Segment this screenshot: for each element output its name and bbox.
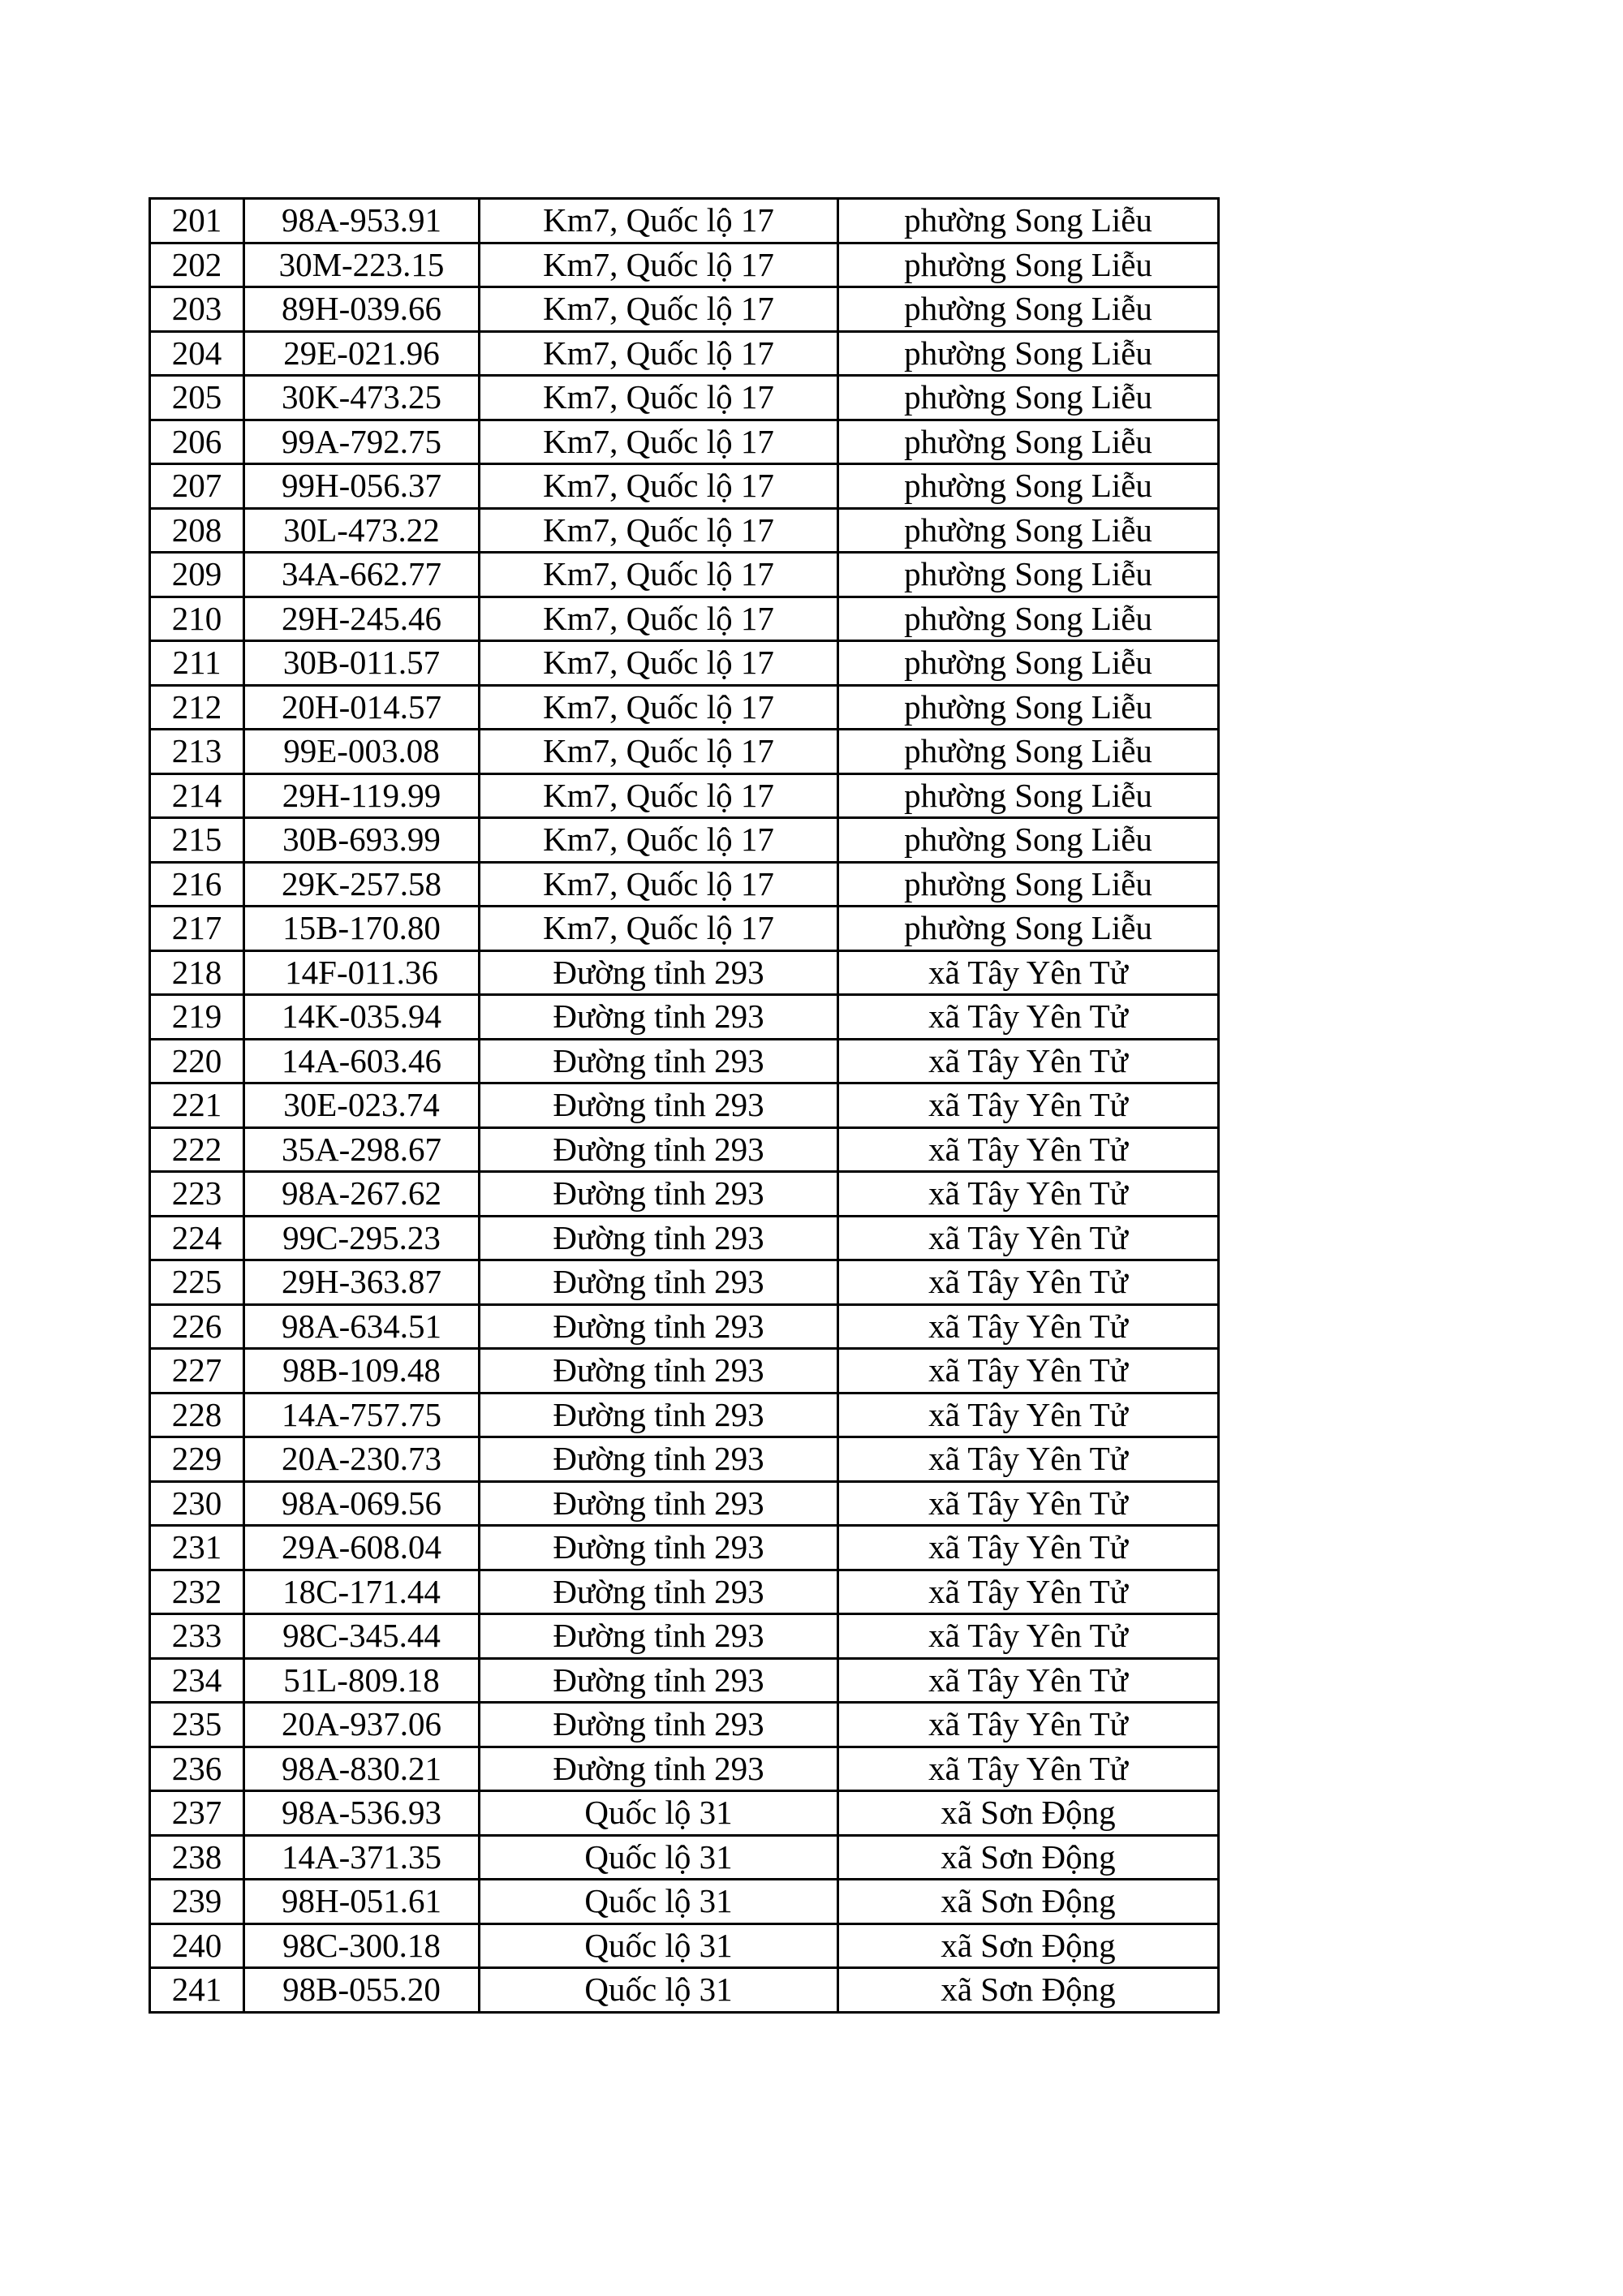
row-number-cell: 237 <box>150 1791 244 1836</box>
row-number-cell: 233 <box>150 1614 244 1659</box>
location-cell: xã Tây Yên Tử <box>838 1039 1219 1083</box>
location-cell: xã Tây Yên Tử <box>838 1304 1219 1349</box>
table-row <box>150 553 1219 597</box>
table-row <box>150 950 1219 995</box>
table-row <box>150 1039 1219 1083</box>
row-number-cell: 228 <box>150 1393 244 1437</box>
road-cell: Quốc lộ 31 <box>480 1968 838 2013</box>
table-row <box>150 1304 1219 1349</box>
vehicle-list-table <box>149 197 1220 2014</box>
table-row <box>150 1437 1219 1482</box>
road-cell: Quốc lộ 31 <box>480 1880 838 1924</box>
row-number-cell: 211 <box>150 641 244 686</box>
road-cell: Km7, Quốc lộ 17 <box>480 199 838 243</box>
table-row <box>150 508 1219 553</box>
row-number-cell: 217 <box>150 907 244 951</box>
road-cell: Km7, Quốc lộ 17 <box>480 553 838 597</box>
table-row <box>150 641 1219 686</box>
location-cell: xã Tây Yên Tử <box>838 995 1219 1040</box>
row-number-cell: 201 <box>150 199 244 243</box>
plate-number-cell: 14F-011.36 <box>244 950 480 995</box>
row-number-cell: 231 <box>150 1526 244 1570</box>
table-row <box>150 287 1219 332</box>
table-row <box>150 1968 1219 2013</box>
road-cell: Đường tỉnh 293 <box>480 1393 838 1437</box>
road-cell: Quốc lộ 31 <box>480 1923 838 1968</box>
row-number-cell: 222 <box>150 1127 244 1172</box>
table-row <box>150 1614 1219 1659</box>
plate-number-cell: 29H-245.46 <box>244 597 480 641</box>
plate-number-cell: 98A-634.51 <box>244 1304 480 1349</box>
plate-number-cell: 98A-830.21 <box>244 1747 480 1791</box>
location-cell: phường Song Liễu <box>838 287 1219 332</box>
row-number-cell: 221 <box>150 1083 244 1128</box>
table-body <box>150 199 1219 2013</box>
plate-number-cell: 98A-069.56 <box>244 1481 480 1526</box>
road-cell: Km7, Quốc lộ 17 <box>480 464 838 509</box>
location-cell: xã Sơn Động <box>838 1968 1219 2013</box>
location-cell: phường Song Liễu <box>838 730 1219 774</box>
row-number-cell: 224 <box>150 1216 244 1260</box>
table-row <box>150 1349 1219 1394</box>
plate-number-cell: 29H-363.87 <box>244 1260 480 1305</box>
road-cell: Đường tỉnh 293 <box>480 1127 838 1172</box>
row-number-cell: 220 <box>150 1039 244 1083</box>
row-number-cell: 207 <box>150 464 244 509</box>
road-cell: Km7, Quốc lộ 17 <box>480 818 838 863</box>
row-number-cell: 236 <box>150 1747 244 1791</box>
road-cell: Đường tỉnh 293 <box>480 1260 838 1305</box>
table-row <box>150 376 1219 420</box>
location-cell: phường Song Liễu <box>838 773 1219 818</box>
table-row <box>150 331 1219 376</box>
row-number-cell: 208 <box>150 508 244 553</box>
table-row <box>150 1393 1219 1437</box>
row-number-cell: 218 <box>150 950 244 995</box>
plate-number-cell: 99A-792.75 <box>244 420 480 464</box>
road-cell: Quốc lộ 31 <box>480 1835 838 1880</box>
row-number-cell: 223 <box>150 1172 244 1217</box>
table-row <box>150 907 1219 951</box>
location-cell: phường Song Liễu <box>838 243 1219 287</box>
road-cell: Đường tỉnh 293 <box>480 1039 838 1083</box>
plate-number-cell: 99H-056.37 <box>244 464 480 509</box>
location-cell: phường Song Liễu <box>838 907 1219 951</box>
table-row <box>150 1791 1219 1836</box>
location-cell: xã Tây Yên Tử <box>838 1216 1219 1260</box>
road-cell: Đường tỉnh 293 <box>480 995 838 1040</box>
row-number-cell: 216 <box>150 862 244 907</box>
row-number-cell: 240 <box>150 1923 244 1968</box>
location-cell: phường Song Liễu <box>838 376 1219 420</box>
road-cell: Đường tỉnh 293 <box>480 1304 838 1349</box>
plate-number-cell: 14A-757.75 <box>244 1393 480 1437</box>
table-row <box>150 1172 1219 1217</box>
location-cell: phường Song Liễu <box>838 818 1219 863</box>
location-cell: xã Tây Yên Tử <box>838 1083 1219 1128</box>
road-cell: Km7, Quốc lộ 17 <box>480 331 838 376</box>
row-number-cell: 239 <box>150 1880 244 1924</box>
row-number-cell: 209 <box>150 553 244 597</box>
plate-number-cell: 15B-170.80 <box>244 907 480 951</box>
row-number-cell: 203 <box>150 287 244 332</box>
table-row <box>150 464 1219 509</box>
plate-number-cell: 20A-937.06 <box>244 1703 480 1747</box>
plate-number-cell: 29E-021.96 <box>244 331 480 376</box>
location-cell: phường Song Liễu <box>838 597 1219 641</box>
table-row <box>150 1127 1219 1172</box>
plate-number-cell: 98A-267.62 <box>244 1172 480 1217</box>
table-row <box>150 1526 1219 1570</box>
road-cell: Đường tỉnh 293 <box>480 1658 838 1703</box>
row-number-cell: 213 <box>150 730 244 774</box>
row-number-cell: 202 <box>150 243 244 287</box>
plate-number-cell: 98A-536.93 <box>244 1791 480 1836</box>
road-cell: Km7, Quốc lộ 17 <box>480 287 838 332</box>
road-cell: Đường tỉnh 293 <box>480 1083 838 1128</box>
row-number-cell: 232 <box>150 1570 244 1614</box>
plate-number-cell: 20H-014.57 <box>244 685 480 730</box>
road-cell: Đường tỉnh 293 <box>480 1349 838 1394</box>
road-cell: Km7, Quốc lộ 17 <box>480 685 838 730</box>
location-cell: xã Sơn Động <box>838 1791 1219 1836</box>
location-cell: xã Tây Yên Tử <box>838 1349 1219 1394</box>
location-cell: phường Song Liễu <box>838 331 1219 376</box>
row-number-cell: 214 <box>150 773 244 818</box>
table-row <box>150 773 1219 818</box>
road-cell: Đường tỉnh 293 <box>480 1526 838 1570</box>
location-cell: phường Song Liễu <box>838 508 1219 553</box>
road-cell: Km7, Quốc lộ 17 <box>480 907 838 951</box>
road-cell: Km7, Quốc lộ 17 <box>480 597 838 641</box>
table-row <box>150 818 1219 863</box>
row-number-cell: 215 <box>150 818 244 863</box>
location-cell: phường Song Liễu <box>838 685 1219 730</box>
road-cell: Đường tỉnh 293 <box>480 1481 838 1526</box>
location-cell: xã Tây Yên Tử <box>838 1481 1219 1526</box>
table-row <box>150 243 1219 287</box>
location-cell: xã Tây Yên Tử <box>838 1260 1219 1305</box>
plate-number-cell: 30E-023.74 <box>244 1083 480 1128</box>
row-number-cell: 227 <box>150 1349 244 1394</box>
row-number-cell: 204 <box>150 331 244 376</box>
row-number-cell: 241 <box>150 1968 244 2013</box>
plate-number-cell: 51L-809.18 <box>244 1658 480 1703</box>
location-cell: xã Tây Yên Tử <box>838 1437 1219 1482</box>
location-cell: phường Song Liễu <box>838 641 1219 686</box>
row-number-cell: 205 <box>150 376 244 420</box>
table-row <box>150 1703 1219 1747</box>
road-cell: Quốc lộ 31 <box>480 1791 838 1836</box>
table-row <box>150 1570 1219 1614</box>
location-cell: xã Tây Yên Tử <box>838 1570 1219 1614</box>
plate-number-cell: 30B-011.57 <box>244 641 480 686</box>
row-number-cell: 230 <box>150 1481 244 1526</box>
road-cell: Đường tỉnh 293 <box>480 1570 838 1614</box>
table-row <box>150 420 1219 464</box>
plate-number-cell: 30L-473.22 <box>244 508 480 553</box>
row-number-cell: 226 <box>150 1304 244 1349</box>
plate-number-cell: 98A-953.91 <box>244 199 480 243</box>
plate-number-cell: 30K-473.25 <box>244 376 480 420</box>
road-cell: Đường tỉnh 293 <box>480 1747 838 1791</box>
location-cell: phường Song Liễu <box>838 553 1219 597</box>
plate-number-cell: 98B-109.48 <box>244 1349 480 1394</box>
plate-number-cell: 99E-003.08 <box>244 730 480 774</box>
plate-number-cell: 34A-662.77 <box>244 553 480 597</box>
plate-number-cell: 98C-300.18 <box>244 1923 480 1968</box>
plate-number-cell: 89H-039.66 <box>244 287 480 332</box>
location-cell: phường Song Liễu <box>838 464 1219 509</box>
road-cell: Đường tỉnh 293 <box>480 1703 838 1747</box>
row-number-cell: 238 <box>150 1835 244 1880</box>
table-row <box>150 685 1219 730</box>
location-cell: xã Sơn Động <box>838 1923 1219 1968</box>
plate-number-cell: 14K-035.94 <box>244 995 480 1040</box>
plate-number-cell: 98C-345.44 <box>244 1614 480 1659</box>
table-row <box>150 862 1219 907</box>
plate-number-cell: 99C-295.23 <box>244 1216 480 1260</box>
row-number-cell: 225 <box>150 1260 244 1305</box>
road-cell: Km7, Quốc lộ 17 <box>480 243 838 287</box>
location-cell: phường Song Liễu <box>838 420 1219 464</box>
row-number-cell: 206 <box>150 420 244 464</box>
road-cell: Km7, Quốc lộ 17 <box>480 508 838 553</box>
location-cell: xã Sơn Động <box>838 1835 1219 1880</box>
row-number-cell: 210 <box>150 597 244 641</box>
location-cell: xã Tây Yên Tử <box>838 1614 1219 1659</box>
table-row <box>150 1880 1219 1924</box>
plate-number-cell: 20A-230.73 <box>244 1437 480 1482</box>
plate-number-cell: 18C-171.44 <box>244 1570 480 1614</box>
location-cell: xã Tây Yên Tử <box>838 1127 1219 1172</box>
road-cell: Đường tỉnh 293 <box>480 950 838 995</box>
table-row <box>150 730 1219 774</box>
row-number-cell: 212 <box>150 685 244 730</box>
table-row <box>150 1481 1219 1526</box>
road-cell: Km7, Quốc lộ 17 <box>480 420 838 464</box>
table-row <box>150 1260 1219 1305</box>
location-cell: phường Song Liễu <box>838 862 1219 907</box>
plate-number-cell: 98H-051.61 <box>244 1880 480 1924</box>
table-row <box>150 1083 1219 1128</box>
row-number-cell: 229 <box>150 1437 244 1482</box>
row-number-cell: 234 <box>150 1658 244 1703</box>
location-cell: xã Tây Yên Tử <box>838 1703 1219 1747</box>
plate-number-cell: 30B-693.99 <box>244 818 480 863</box>
table-row <box>150 1747 1219 1791</box>
location-cell: xã Tây Yên Tử <box>838 950 1219 995</box>
location-cell: phường Song Liễu <box>838 199 1219 243</box>
plate-number-cell: 98B-055.20 <box>244 1968 480 2013</box>
plate-number-cell: 14A-371.35 <box>244 1835 480 1880</box>
road-cell: Đường tỉnh 293 <box>480 1437 838 1482</box>
plate-number-cell: 29K-257.58 <box>244 862 480 907</box>
road-cell: Đường tỉnh 293 <box>480 1172 838 1217</box>
location-cell: xã Sơn Động <box>838 1880 1219 1924</box>
plate-number-cell: 35A-298.67 <box>244 1127 480 1172</box>
location-cell: xã Tây Yên Tử <box>838 1393 1219 1437</box>
row-number-cell: 235 <box>150 1703 244 1747</box>
location-cell: xã Tây Yên Tử <box>838 1526 1219 1570</box>
road-cell: Km7, Quốc lộ 17 <box>480 773 838 818</box>
plate-number-cell: 30M-223.15 <box>244 243 480 287</box>
row-number-cell: 219 <box>150 995 244 1040</box>
road-cell: Đường tỉnh 293 <box>480 1614 838 1659</box>
road-cell: Km7, Quốc lộ 17 <box>480 376 838 420</box>
plate-number-cell: 14A-603.46 <box>244 1039 480 1083</box>
road-cell: Đường tỉnh 293 <box>480 1216 838 1260</box>
location-cell: xã Tây Yên Tử <box>838 1172 1219 1217</box>
location-cell: xã Tây Yên Tử <box>838 1658 1219 1703</box>
table-row <box>150 995 1219 1040</box>
plate-number-cell: 29H-119.99 <box>244 773 480 818</box>
road-cell: Km7, Quốc lộ 17 <box>480 641 838 686</box>
table-row <box>150 597 1219 641</box>
table-row <box>150 199 1219 243</box>
plate-number-cell: 29A-608.04 <box>244 1526 480 1570</box>
road-cell: Km7, Quốc lộ 17 <box>480 730 838 774</box>
table-row <box>150 1923 1219 1968</box>
road-cell: Km7, Quốc lộ 17 <box>480 862 838 907</box>
table-row <box>150 1835 1219 1880</box>
table-row <box>150 1216 1219 1260</box>
table-row <box>150 1658 1219 1703</box>
location-cell: xã Tây Yên Tử <box>838 1747 1219 1791</box>
